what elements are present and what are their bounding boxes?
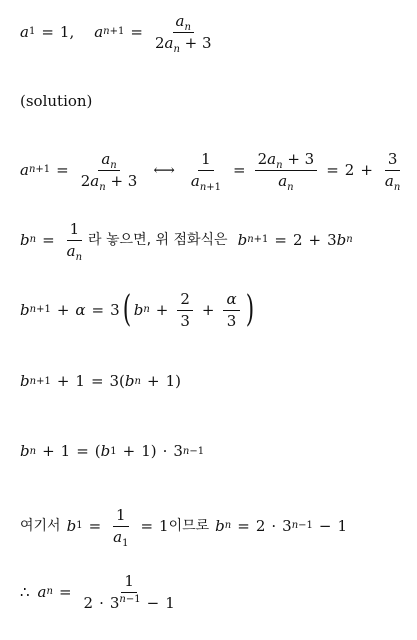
fraction: $\frac{1}{2 \cdot 3^{n-1} - 1}$ — [83, 571, 175, 612]
fraction: $\frac{1}{a_1}$ — [113, 505, 129, 549]
substitution-step: b n = $\frac{1}{a_n}$ 라 놓으면, 위 점화식은 b n+1 = 2 + 3 b n — [20, 219, 353, 263]
iff-arrow-icon: ⟷ — [153, 160, 175, 179]
fraction: $\frac{3}{a_n}$ — [384, 149, 401, 193]
general-term-b: b n + 1 = ( b 1 + 1) · 3 n−1 — [20, 442, 205, 460]
given-recurrence: a 1 = 1, a n+1 = $\frac{a_n}{2a_n + 3}$ — [20, 16, 218, 48]
fraction: $\frac{1}{a_n}$ — [66, 219, 83, 263]
fraction: $\frac{2}{3}$ — [177, 292, 193, 329]
initial-value-step: 여기서 b 1 = $\frac{1}{a_1}$ = 1 이므로 b n = 2 · 3 n−1 − 1 — [20, 505, 348, 549]
geometric-form: b n+1 + 1 = 3( b n + 1) — [20, 372, 181, 390]
fraction: $\frac{\alpha}{3}$ — [223, 292, 239, 329]
fraction: $\frac{2a_n + 3}{a_n}$ — [255, 152, 318, 189]
korean-text: 라 놓으면, 위 점화식은 — [88, 232, 228, 248]
reciprocal-step: a n+1 = $\frac{a_n}{2a_n + 3}$ ⟷ $\frac{1}{a_{n+1}}$ = $\frac{2a_n + 3}{a_n}$ = 2 + $\frac{3}{a_n}$ — [20, 152, 406, 188]
korean-text: 이므로 — [168, 518, 210, 534]
fraction: $\frac{1}{a_{n+1}}$ — [190, 149, 222, 193]
alpha-form: b n+1 + α = 3 ( b n + $\frac{2}{3}$ + $\frac{\alpha}{3}$ ) — [20, 289, 254, 330]
solution-label: (solution) — [20, 92, 93, 110]
therefore-icon: ∴ — [20, 582, 30, 601]
final-answer: ∴ a n = $\frac{1}{2 \cdot 3^{n-1} - 1}$ — [20, 572, 181, 612]
fraction: $\frac{a_n}{2a_n + 3}$ — [80, 149, 138, 193]
korean-text: 여기서 — [20, 518, 61, 534]
fraction: $\frac{a_n}{2a_n + 3}$ — [154, 11, 212, 55]
